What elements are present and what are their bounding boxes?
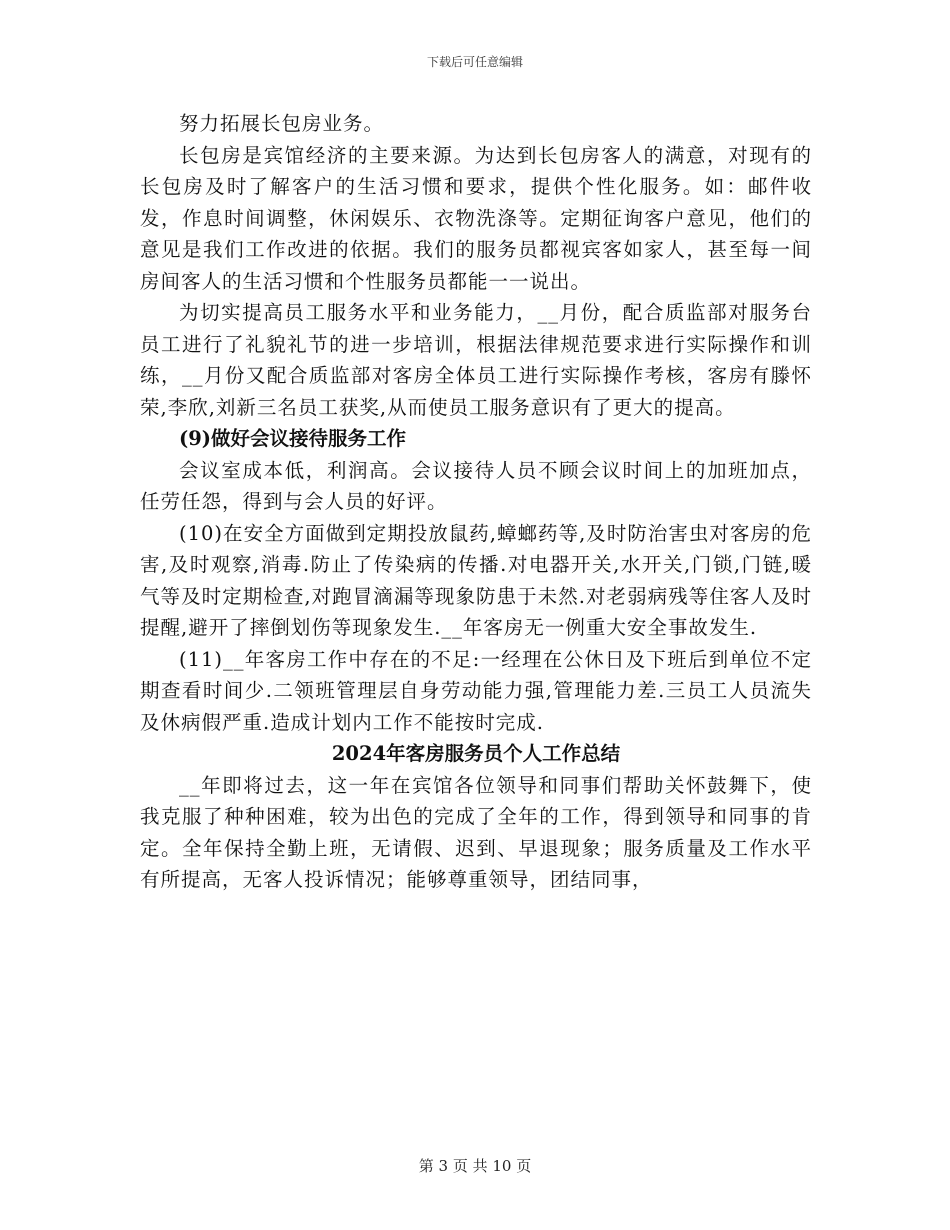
document-title-2024-summary: 2024年客房服务员个人工作总结 (331, 742, 621, 765)
paragraph-long-stay-service: 长包房是宾馆经济的主要来源。为达到长包房客人的满意，对现有的长包房及时了解客户的生活习惯和要求，提供个性化服务。如：邮件收发，作息时间调整，休闲娱乐、衣物洗涤等。定期征询客户意见，他们的意见是我们工作改进的依据。我们的服务员都视宾客如家人，甚至每一间房间客人的生活习惯和个性服务员都能一一说出。 (140, 143, 812, 293)
document-body (140, 108, 812, 896)
paragraph-shortcomings: (11)__年客房工作中存在的不足:一经理在公休日及下班后到单位不定期查看时间少.二领班管理层自身劳动能力强,管理能力差.三员工人员流失及休病假严重.造成计划内工作不能按时完成. (140, 647, 812, 734)
page-header: 下载后可任意编辑 (426, 55, 523, 69)
paragraph-meeting-room: 会议室成本低，利润高。会议接待人员不顾会议时间上的加班加点，任劳任怨，得到与会人员的好评。 (140, 458, 812, 513)
paragraph-safety: (10)在安全方面做到定期投放鼠药,蟑螂药等,及时防治害虫对客房的危害,及时观察,消毒.防止了传染病的传播.对电器开关,水开关,门锁,门链,暖气等及时定期检查,对跑冒滴漏等现象防患于未然.对老弱病残等住客人及时提醒,避开了摔倒划伤等现象发生.__年客房无一例重大安全事故发生. (140, 521, 812, 639)
page-number-footer: 第 3 页 共 10 页 (418, 1157, 532, 1175)
paragraph-staff-training: 为切实提高员工服务水平和业务能力，__月份，配合质监部对服务台员工进行了礼貌礼节的进一步培训，根据法律规范要求进行实际操作和训练，__月份又配合质监部对客房全体员工进行实际操作考核，客房有滕怀荣,李欣,刘新三名员工获奖,从而使员工服务意识有了更大的提高。 (140, 301, 812, 419)
paragraph-long-stay-intro: 努力拓展长包房业务。 (179, 112, 385, 135)
paragraph-year-summary: __年即将过去，这一年在宾馆各位领导和同事们帮助关怀鼓舞下，使我克服了种种困难，较为出色的完成了全年的工作，得到领导和同事的肯定。全年保持全勤上班，无请假、迟到、早退现象；服务质量及工作水平有所提高，无客人投诉情况；能够尊重领导，团结同事， (140, 773, 812, 891)
section-heading-meeting-service: (9)做好会议接待服务工作 (179, 427, 407, 450)
